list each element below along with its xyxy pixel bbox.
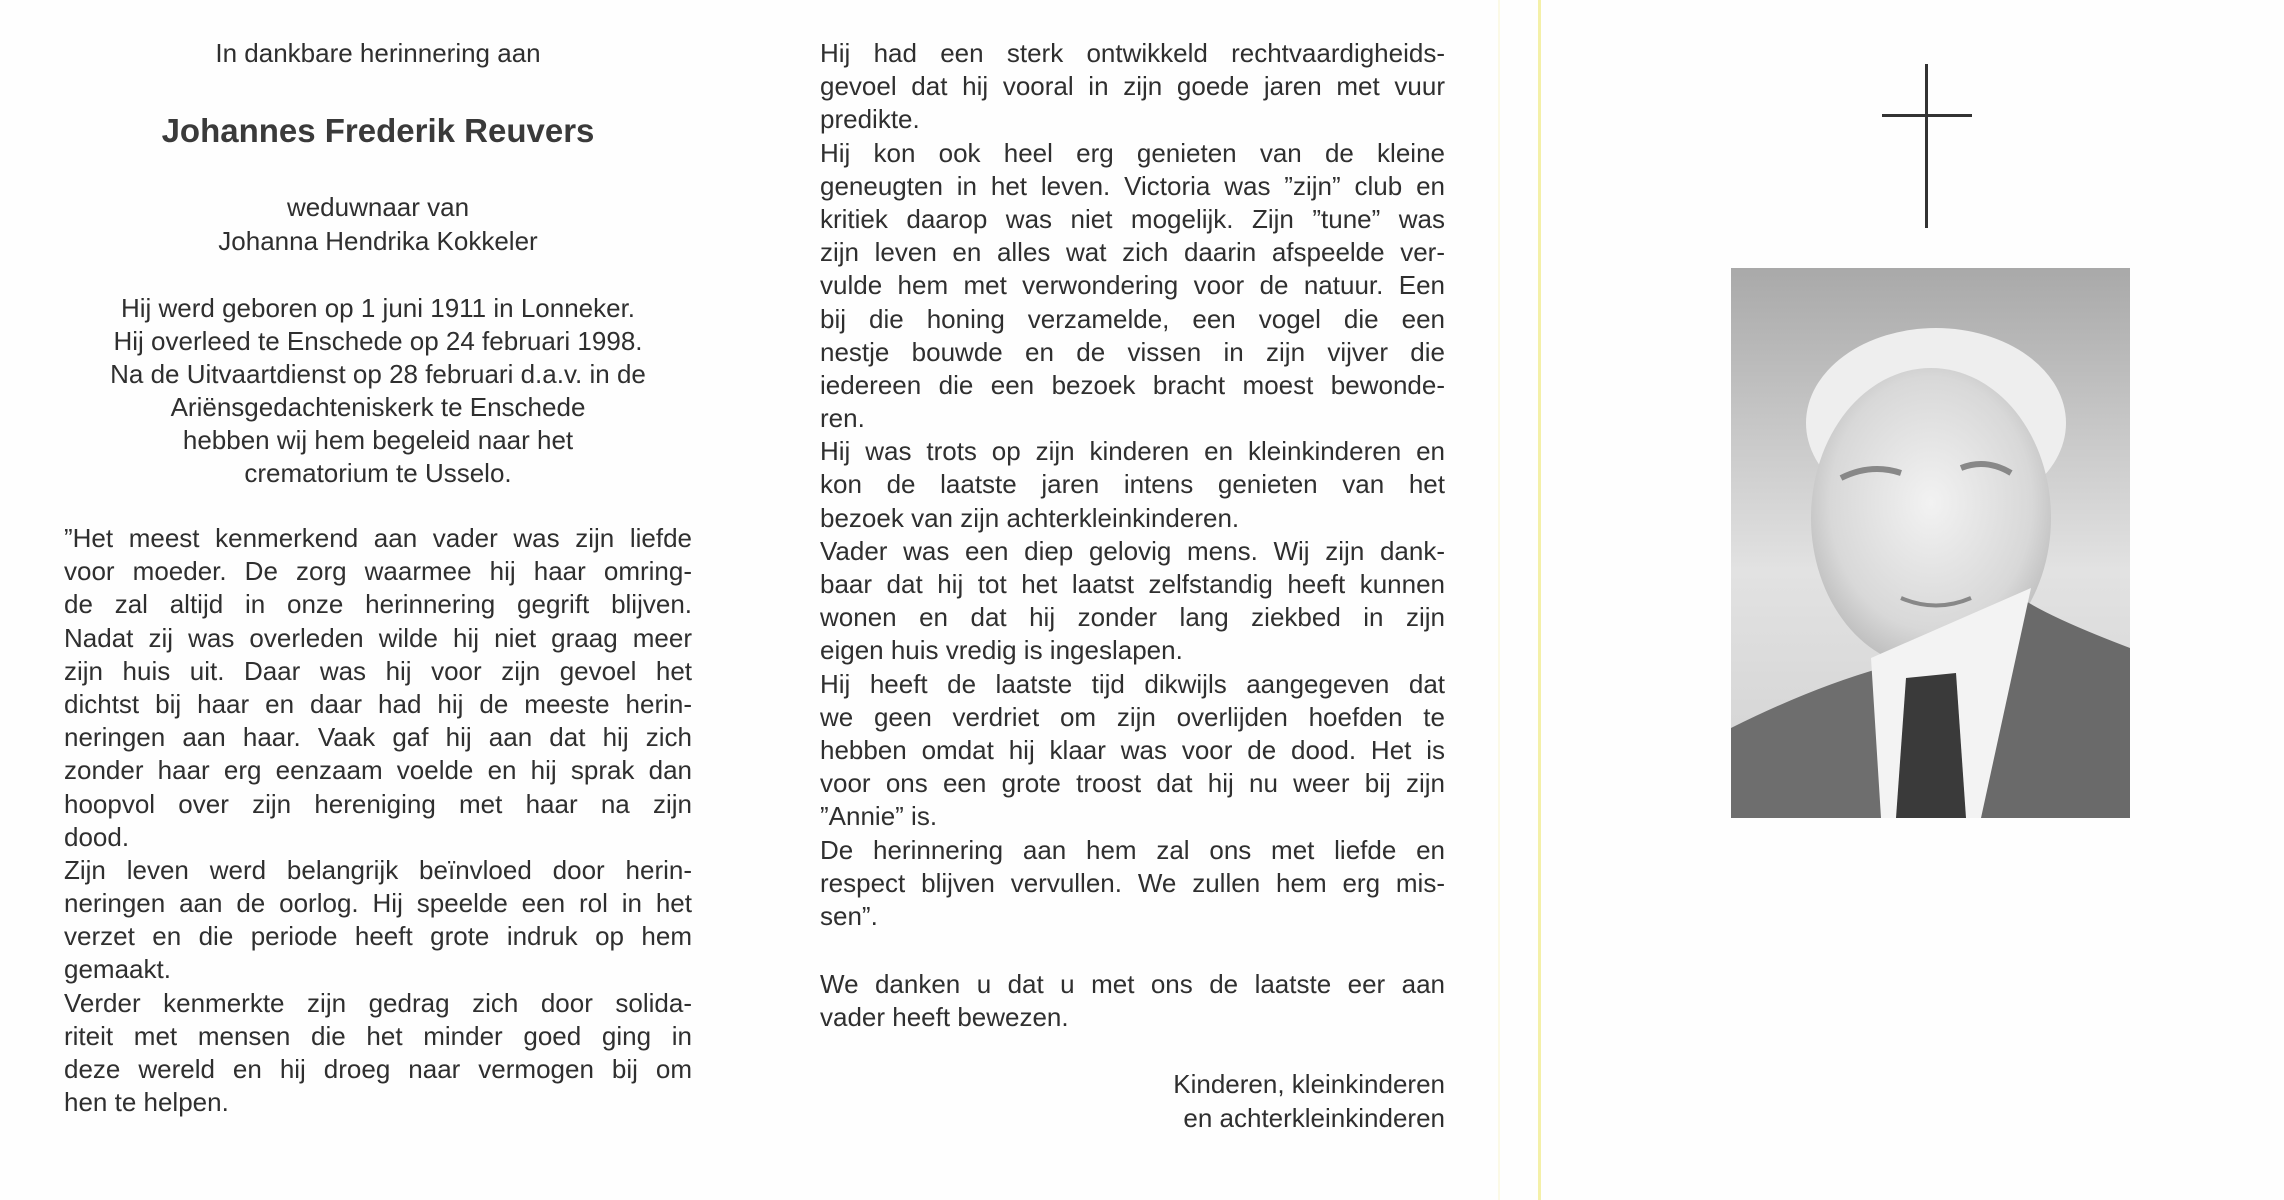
text-line: nestje bouwde en de vissen in zijn vijver die [820,336,1445,367]
middle-body-text [820,37,1445,933]
text-line: hebben omdat hij klaar was voor de dood. Het is [820,734,1445,765]
fact-line: crematorium te Usselo. [244,458,512,488]
signature [1173,1068,1445,1135]
text-line: dood. [64,821,130,852]
fact-line: Hij overleed te Enschede op 24 februari 1998. [113,326,643,356]
text-line: we geen verdriet om zijn overlijden hoefden te [820,701,1445,732]
text-line: Nadat zij was overleden wilde hij niet graag meer [64,622,692,653]
card-fold-shadow [1498,0,1500,1200]
text-line: vader heeft bewezen. [820,1002,1069,1033]
text-line: Hij kon ook heel erg genieten van de kleine [820,137,1445,168]
text-line: hoopvol over zijn hereniging met haar na zijn [64,788,692,819]
text-line: We danken u dat u met ons de laatste eer aan [820,969,1445,999]
spouse-name: Johanna Hendrika Kokkeler [218,226,538,256]
fact-line: Hij werd geboren op 1 juni 1911 in Lonneker. [120,293,636,323]
text-line: zonder haar erg eenzaam voelde en hij sprak dan [64,755,692,786]
deceased-name: Johannes Frederik Reuvers [161,112,595,149]
text-line: gevoel dat hij vooral in zijn goede jaren met vuur [820,71,1445,102]
text-line: bezoek van zijn achterkleinkinderen. [820,502,1240,533]
text-line: bij die honing verzamelde, een vogel die een [820,303,1445,334]
text-line: deze wereld en hij droeg naar vermogen bij om [64,1054,692,1084]
text-line: predikte. [820,104,920,135]
intro-line: In dankbare herinnering aan [215,38,541,68]
text-line: riteit met mensen die het minder goed ging in [64,1020,692,1051]
text-line: Hij heeft de laatste tijd dikwijls aangegeven dat [820,668,1445,699]
text-line: De herinnering aan hem zal ons met liefde en [820,834,1445,865]
text-line: ren. [820,403,865,434]
text-line: wonen en dat hij zonder lang ziekbed in zijn [820,602,1445,633]
text-line: voor ons een grote troost dat hij nu weer bij zijn [820,768,1445,799]
text-line: Verder kenmerkte zijn gedrag zich door solida- [64,987,692,1018]
life-facts [64,292,692,490]
text-line: neringen aan haar. Vaak gaf hij aan dat hij zich [64,722,692,753]
text-line: Zijn leven werd belangrijk beïnvloed door herin- [64,854,692,885]
text-line: sen”. [820,900,878,931]
cross-icon [1880,64,1974,230]
text-line: vulde hem met verwondering voor de natuur. Een [820,270,1445,301]
text-line: Vader was een diep gelovig mens. Wij zijn dank- [820,535,1445,566]
text-line: dichtst bij haar en daar had hij de meeste herin- [64,688,692,719]
text-line: kritiek daarop was niet mogelijk. Zijn ”tune” was [820,203,1445,234]
fact-line: Ariënsgedachteniskerk te Enschede [170,392,586,422]
text-line: verzet en die periode heeft grote indruk op hem [64,921,692,952]
text-line: Hij was trots op zijn kinderen en kleinkinderen en [820,436,1445,467]
left-body-text [64,522,692,1119]
text-line: Hij had een sterk ontwikkeld rechtvaardigheids- [820,38,1445,68]
signature-line: en achterkleinkinderen [1183,1102,1445,1133]
text-line: baar dat hij tot het laatst zelfstandig heeft kunnen [820,569,1445,599]
text-line: hen te helpen. [64,1087,229,1118]
fact-line: hebben wij hem begeleid naar het [182,425,574,455]
signature-line: Kinderen, kleinkinderen [1173,1069,1445,1099]
portrait-photo [1731,268,2130,818]
text-line: eigen huis vredig is ingeslapen. [820,635,1183,666]
text-line: geneugten in het leven. Victoria was ”zijn” club en [820,170,1445,201]
thanks-text [820,968,1445,1034]
text-line: gemaakt. [64,954,171,985]
text-line: de zal altijd in onze herinnering gegrift blijven. [64,589,692,620]
text-line: neringen aan de oorlog. Hij speelde een rol in het [64,888,692,919]
text-line: kon de laatste jaren intens genieten van het [820,469,1445,500]
text-line: zijn leven en alles wat zich daarin afspeelde ver- [820,237,1445,268]
widower-label: weduwnaar van [286,192,470,222]
text-line: ”Het meest kenmerkend aan vader was zijn liefde [64,523,692,553]
card-fold-line [1538,0,1541,1200]
text-line: iedereen die een bezoek bracht moest bewonde- [820,369,1445,400]
text-line: ”Annie” is. [820,801,938,832]
text-line: respect blijven vervullen. We zullen hem erg mis- [820,867,1445,898]
text-line: zijn huis uit. Daar was hij voor zijn gevoel het [64,655,692,686]
fact-line: Na de Uitvaartdienst op 28 februari d.a.v. in de [110,359,646,389]
text-line: voor moeder. De zorg waarmee hij haar omring- [64,556,692,587]
